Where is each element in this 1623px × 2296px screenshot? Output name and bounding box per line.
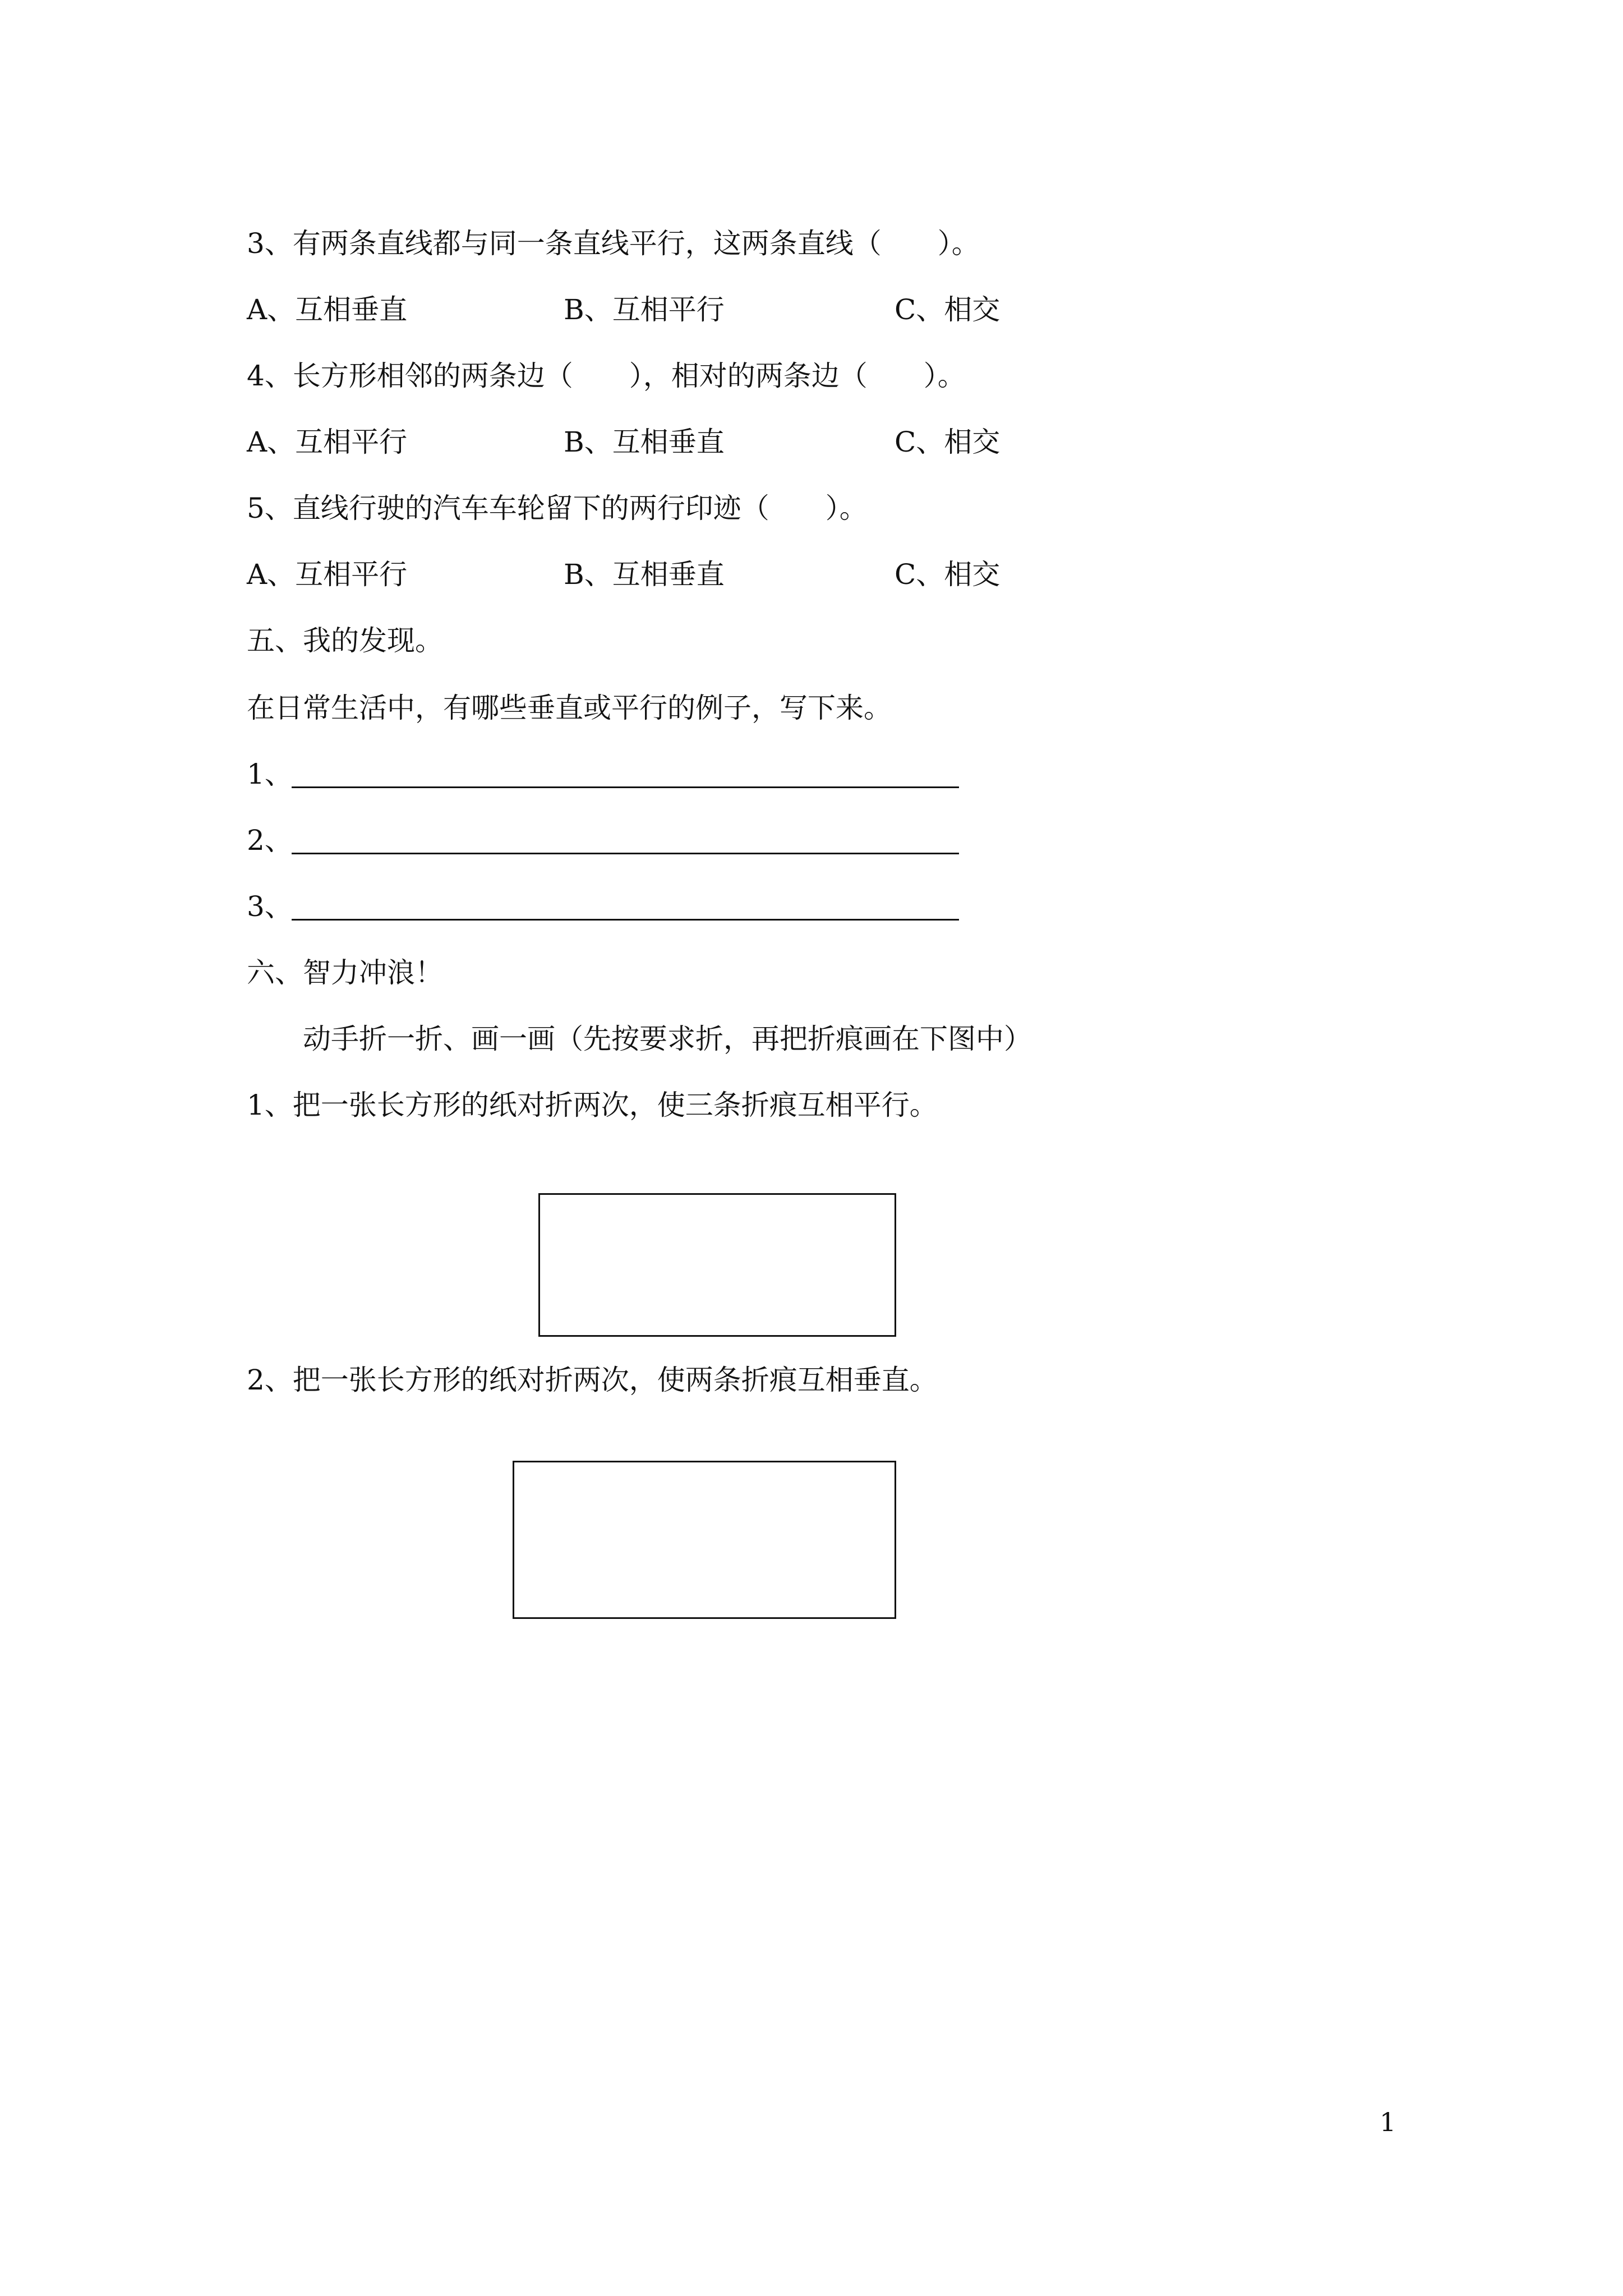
question-5-stem: 5、直线行驶的汽车车轮留下的两行印迹（ ）。 <box>247 492 868 524</box>
fold-rectangle-2[interactable] <box>513 1461 896 1619</box>
answer-blank-2-line <box>292 853 959 854</box>
question-3-stem: 3、有两条直线都与同一条直线平行，这两条直线（ ）。 <box>247 227 980 260</box>
question-3-option-c: C、相交 <box>895 293 1000 326</box>
page-number: 1 <box>1380 2107 1396 2137</box>
question-5-option-c: C、相交 <box>895 558 1000 591</box>
answer-blank-2-number: 2、 <box>247 824 293 857</box>
section-6-instruction: 动手折一折、画一画（先按要求折，再把折痕画在下图中） <box>303 1023 1032 1055</box>
answer-blank-2[interactable] <box>247 823 965 857</box>
task-1-text: 1、把一张长方形的纸对折两次，使三条折痕互相平行。 <box>247 1089 938 1121</box>
section-6-title: 六、智力冲浪！ <box>247 956 443 989</box>
answer-blank-3[interactable] <box>247 890 965 923</box>
question-3-option-a: A、互相垂直 <box>247 293 408 326</box>
answer-blank-3-number: 3、 <box>247 890 293 923</box>
answer-blank-1[interactable] <box>247 757 965 791</box>
answer-blank-3-line <box>292 919 959 921</box>
question-4-stem: 4、长方形相邻的两条边（ ），相对的两条边（ ）。 <box>247 360 966 392</box>
answer-blank-1-line <box>292 786 959 788</box>
question-4-option-c: C、相交 <box>895 426 1000 458</box>
question-5-option-b: B、互相垂直 <box>564 558 725 591</box>
task-2-text: 2、把一张长方形的纸对折两次，使两条折痕互相垂直。 <box>247 1364 938 1396</box>
question-5-option-a: A、互相平行 <box>247 558 408 591</box>
section-5-prompt: 在日常生活中，有哪些垂直或平行的例子，写下来。 <box>247 692 892 724</box>
answer-blank-1-number: 1、 <box>247 758 293 790</box>
question-4-option-b: B、互相垂直 <box>564 426 725 458</box>
fold-rectangle-1[interactable] <box>538 1193 896 1337</box>
question-3-option-b: B、互相平行 <box>564 293 725 326</box>
section-5-title: 五、我的发现。 <box>247 624 443 657</box>
question-4-option-a: A、互相平行 <box>247 426 408 458</box>
